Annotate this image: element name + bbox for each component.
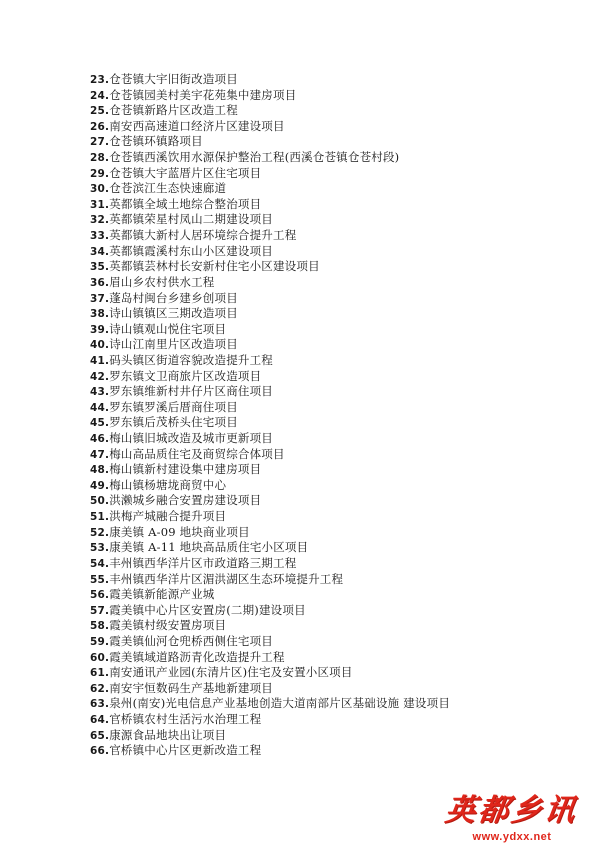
item-number: 29. xyxy=(90,167,110,180)
item-number: 23. xyxy=(90,74,110,86)
list-item xyxy=(90,369,590,385)
item-text: 霞美镇新能源产业城 xyxy=(109,587,215,602)
item-text: 仓苍镇大宇蓝厝片区住宅项目 xyxy=(109,165,262,180)
list-item xyxy=(90,134,590,150)
item-text: 罗东镇后茂桥头住宅项目 xyxy=(109,415,238,430)
item-text: 霞美镇中心片区安置房(二期)建设项目 xyxy=(109,602,306,617)
item-text: 码头镇区街道容貌改造提升工程 xyxy=(109,352,274,367)
list-item xyxy=(90,275,590,291)
item-number: 27. xyxy=(90,136,110,149)
watermark-url: www.ydxx.net xyxy=(472,831,552,843)
item-text: 南安西高速道口经济片区建设项目 xyxy=(109,118,285,133)
item-text: 英都镇荣星村凤山二期建设项目 xyxy=(109,212,274,227)
list-item xyxy=(90,306,590,322)
list-item xyxy=(90,150,590,166)
item-number: 25. xyxy=(90,105,110,118)
item-number: 36. xyxy=(90,276,110,289)
list-item xyxy=(90,728,590,744)
list-item xyxy=(90,603,590,619)
list-item xyxy=(90,618,590,634)
item-text: 泉州(南安)光电信息产业基地创造大道南部片区基础设施 建设项目 xyxy=(109,696,451,711)
list-item xyxy=(90,337,590,353)
item-number: 48. xyxy=(90,464,110,477)
item-text: 仓苍镇新路片区改造工程 xyxy=(109,103,238,118)
item-number: 64. xyxy=(90,713,110,726)
list-item xyxy=(90,415,590,431)
item-number: 47. xyxy=(90,448,110,461)
item-number: 61. xyxy=(90,667,110,680)
list-item xyxy=(90,696,590,712)
item-text: 英都镇霞溪村东山小区建设项目 xyxy=(109,243,274,258)
item-text: 梅山镇新村建设集中建房项目 xyxy=(109,462,262,477)
item-text: 南安宇恒数码生产基地新建项目 xyxy=(109,680,274,695)
item-number: 39. xyxy=(90,323,110,336)
list-item xyxy=(90,103,590,119)
list-item xyxy=(90,400,590,416)
list-item xyxy=(90,712,590,728)
list-item xyxy=(90,572,590,588)
item-number: 41. xyxy=(90,354,110,367)
item-number: 60. xyxy=(90,651,110,664)
item-number: 28. xyxy=(90,152,110,165)
list-item xyxy=(90,322,590,338)
item-number: 35. xyxy=(90,261,110,274)
item-number: 44. xyxy=(90,401,110,414)
list-item xyxy=(90,119,590,135)
item-number: 30. xyxy=(90,183,110,196)
item-text: 康源食品地块出让项目 xyxy=(109,727,227,742)
list-item xyxy=(90,650,590,666)
item-number: 46. xyxy=(90,433,110,446)
item-text: 霞美镇域道路沥青化改造提升工程 xyxy=(109,649,285,664)
item-text: 仓苍镇西溪饮用水源保护整治工程(西溪仓苍镇仓苍村段) xyxy=(109,150,400,165)
item-number: 62. xyxy=(90,682,110,695)
item-number: 42. xyxy=(90,370,110,383)
item-text: 官桥镇中心片区更新改造工程 xyxy=(109,743,262,758)
list-item xyxy=(90,447,590,463)
item-number: 58. xyxy=(90,620,110,633)
item-number: 26. xyxy=(90,120,110,133)
list-item xyxy=(90,587,590,603)
item-number: 32. xyxy=(90,214,110,227)
item-text: 诗山镇镇区三期改造项目 xyxy=(109,306,238,321)
item-text: 霞美镇村级安置房项目 xyxy=(109,618,227,633)
item-text: 丰州镇西华洋片区湄洪湖区生态环境提升工程 xyxy=(109,571,344,586)
list-item xyxy=(90,509,590,525)
list-item xyxy=(90,181,590,197)
item-text: 洪濑城乡融合安置房建设项目 xyxy=(109,493,262,508)
item-number: 63. xyxy=(90,698,110,711)
item-number: 59. xyxy=(90,635,110,648)
list-item xyxy=(90,462,590,478)
item-text: 蓬岛村闽台乡建乡创项目 xyxy=(109,290,238,305)
list-item xyxy=(90,88,590,104)
item-text: 罗东镇文卫商旅片区改造项目 xyxy=(109,368,262,383)
list-item xyxy=(90,743,590,759)
list-item xyxy=(90,540,590,556)
item-number: 50. xyxy=(90,495,110,508)
item-number: 45. xyxy=(90,417,110,430)
item-text: 霞美镇仙河仓兜桥西侧住宅项目 xyxy=(109,633,274,648)
item-number: 55. xyxy=(90,573,110,586)
list-item xyxy=(90,291,590,307)
item-number: 37. xyxy=(90,292,110,305)
list-item xyxy=(90,665,590,681)
item-number: 53. xyxy=(90,542,110,555)
list-item xyxy=(90,259,590,275)
item-number: 52. xyxy=(90,526,110,539)
item-number: 65. xyxy=(90,729,110,742)
list-item xyxy=(90,212,590,228)
item-text: 英都镇芸林村长安新村住宅小区建设项目 xyxy=(109,259,320,274)
list-item xyxy=(90,478,590,494)
list-item xyxy=(90,72,590,88)
item-number: 54. xyxy=(90,557,110,570)
item-text: 仓苍镇园美村美宇花苑集中建房项目 xyxy=(109,87,297,102)
item-text: 康美镇 A-09 地块商业项目 xyxy=(109,524,250,539)
item-text: 官桥镇农村生活污水治理工程 xyxy=(109,711,262,726)
item-text: 诗山江南里片区改造项目 xyxy=(109,337,238,352)
item-number: 51. xyxy=(90,511,110,524)
item-number: 49. xyxy=(90,479,110,492)
item-number: 33. xyxy=(90,230,110,243)
item-number: 66. xyxy=(90,745,110,758)
item-number: 34. xyxy=(90,245,110,258)
watermark-logo xyxy=(432,785,592,843)
list-item xyxy=(90,634,590,650)
item-text: 英都镇大新村人居环境综合提升工程 xyxy=(109,228,297,243)
list-item xyxy=(90,431,590,447)
item-text: 罗东镇维新村井仔片区商住项目 xyxy=(109,384,274,399)
item-text: 南安通讯产业园(东清片区)住宅及安置小区项目 xyxy=(109,665,353,680)
item-text: 眉山乡农村供水工程 xyxy=(109,274,215,289)
list-item xyxy=(90,353,590,369)
item-number: 43. xyxy=(90,386,110,399)
list-item xyxy=(90,166,590,182)
item-text: 丰州镇西华洋片区市政道路三期工程 xyxy=(109,555,297,570)
item-text: 罗东镇罗溪后厝商住项目 xyxy=(109,399,238,414)
item-text: 洪梅产城融合提升项目 xyxy=(109,509,227,524)
item-text: 仓苍镇环镇路项目 xyxy=(109,134,203,149)
project-list xyxy=(90,72,590,759)
item-text: 梅山镇旧城改造及城市更新项目 xyxy=(109,431,274,446)
list-item xyxy=(90,493,590,509)
list-item xyxy=(90,384,590,400)
list-item xyxy=(90,244,590,260)
item-number: 24. xyxy=(90,89,110,102)
list-item xyxy=(90,556,590,572)
item-text: 仓苍镇大宇旧街改造项目 xyxy=(109,72,238,86)
item-number: 57. xyxy=(90,604,110,617)
list-item xyxy=(90,525,590,541)
item-text: 英都镇全域土地综合整治项目 xyxy=(109,196,262,211)
list-item xyxy=(90,197,590,213)
item-text: 梅山镇杨塘垅商贸中心 xyxy=(109,477,227,492)
list-item xyxy=(90,228,590,244)
item-text: 仓苍滨江生态快速廊道 xyxy=(109,181,227,196)
watermark-title: 英都乡讯 xyxy=(443,793,580,828)
item-number: 31. xyxy=(90,198,110,211)
item-text: 梅山高品质住宅及商贸综合体项目 xyxy=(109,446,285,461)
item-number: 38. xyxy=(90,308,110,321)
item-text: 诗山镇观山悦住宅项目 xyxy=(109,321,227,336)
list-item xyxy=(90,681,590,697)
item-text: 康美镇 A-11 地块高品质住宅小区项目 xyxy=(109,540,309,555)
item-number: 40. xyxy=(90,339,110,352)
item-number: 56. xyxy=(90,589,110,602)
